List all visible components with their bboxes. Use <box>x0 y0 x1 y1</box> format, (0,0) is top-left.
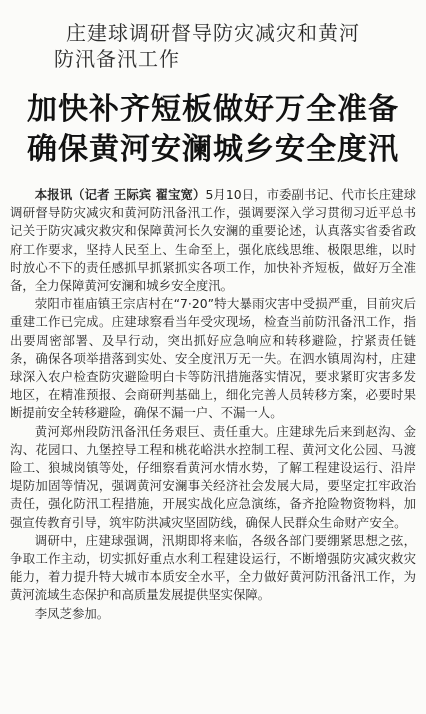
article-headline <box>0 90 426 170</box>
kicker-line-1: 庄建球调研督导防灾减灾和黄河 <box>66 21 360 45</box>
paragraph-1-text: 5月10日，市委副书记、代市长庄建球调研督导防灾减灾和黄河防汛备汛工作，强调要深入学习贯彻习近平总书记关于防灾减灾救灾和保障黄河长久安澜的重要论述，认真落实省委省政府工作要求，坚持人民至上、生命至上，强化底线思维、极限思维，以时时放心不下的责任感抓早抓紧抓实各项工作，加快补齐短板，做好万全准备，全力保障黄河安澜和城乡安全度汛。 <box>10 187 416 294</box>
article-paragraph-1 <box>10 186 416 295</box>
article-paragraph-2: 荥阳市崔庙镇王宗店村在“7·20”特大暴雨灾害中受损严重，目前灾后重建工作已完成。庄建球察看当年受灾现场，检查当前防汛备汛工作，指出要周密部署、及早行动，突出抓好应急响应和转移避险，拧紧责任链条，确保各项举措落到实处、安全度汛万无一失。在泗水镇周沟村，庄建球深入农户检查防灾避险明白卡等防汛措施落实情况，要求紧盯灾害多发地区，在精准预报、会商研判基础上，细化完善人员转移方案，必要时果断提前安全转移避险，确保不漏一户、不漏一人。 <box>10 296 416 421</box>
article-paragraph-3: 黄河郑州段防汛备汛任务艰巨、责任重大。庄建球先后来到赵沟、金沟、花园口、九堡控导工程和桃花峪洪水控制工程、黄河文化公园、马渡险工、狼城岗镇等处，仔细察看黄河水情水势，了解工程建设运行、沿岸堤防加固等情况，强调黄河安澜事关经济社会发展大局，要坚定扛牢政治责任，强化防汛工程措施，开展实战化应急演练，备齐抢险物资物料，加强宣传教育引导，筑牢防洪减灾坚固防线，确保人民群众生命财产安全。 <box>10 423 416 530</box>
article-dateline: 本报讯（记者 王际宾 翟宝宽） <box>34 187 206 202</box>
article-kicker <box>0 20 426 72</box>
article-body <box>10 186 416 623</box>
article-paragraph-4: 调研中，庄建球强调，汛期即将来临，各级各部门要绷紧思想之弦，争取工作主动，切实抓好重点水利工程建设运行，不断增强防灾减灾救灾能力，着力提升特大城市本质安全水平，全力做好黄河防汛备汛工作，为黄河流域生态保护和高质量发展提供坚实保障。 <box>10 532 416 603</box>
kicker-line-2: 防汛备汛工作 <box>54 47 180 71</box>
headline-line-1: 加快补齐短板做好万全准备 <box>27 92 399 127</box>
headline-line-2: 确保黄河安澜城乡安全度汛 <box>27 132 399 167</box>
article-paragraph-5: 李凤芝参加。 <box>34 605 110 621</box>
